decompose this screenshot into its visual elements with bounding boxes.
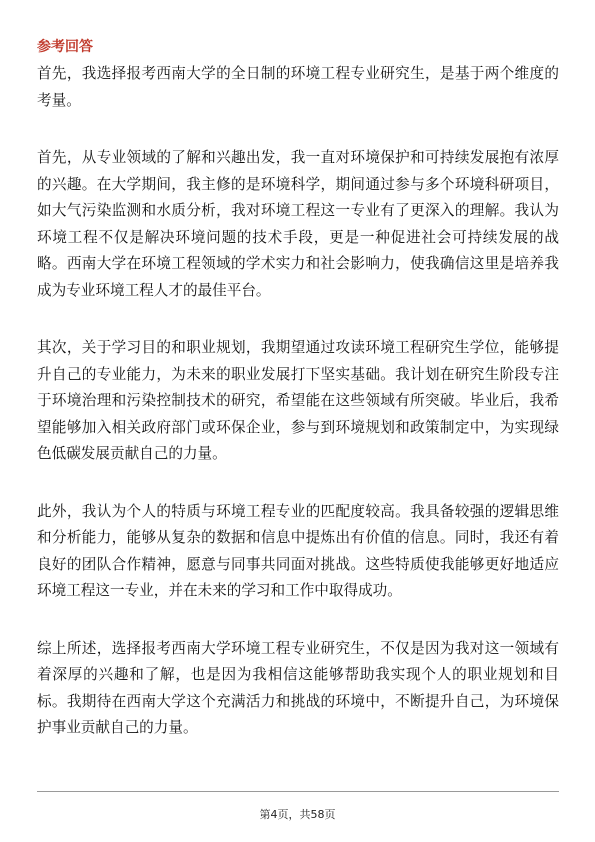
- paragraph-interest: 首先，从专业领域的了解和兴趣出发，我一直对环境保护和可持续发展抱有浓厚的兴趣。在大学期间，我主修的是环境科学，期间通过参与多个环境科研项目，如大气污染监测和水质分析，我对环境工程这一专业有了更深入的理解。我认为环境工程不仅是解决环境问题的技术手段，更是一种促进社会可持续发展的战略。西南大学在环境工程领域的学术实力和社会影响力，使我确信这里是培养我成为专业环境工程人才的最佳平台。: [37, 149, 559, 299]
- answer-body: [37, 61, 559, 742]
- paragraph-career: 其次，关于学习目的和职业规划，我期望通过攻读环境工程研究生学位，能够提升自己的专业能力，为未来的职业发展打下坚实基础。我计划在研究生阶段专注于环境治理和污染控制技术的研究，希望能在这些领域有所突破。毕业后，我希望能够加入相关政府部门或环保企业，参与到环境规划和政策制定中，为实现绿色低碳发展贡献自己的力量。: [37, 339, 559, 462]
- footer-divider: [37, 791, 559, 792]
- answer-heading: 参考回答: [37, 39, 93, 55]
- paragraph-traits: 此外，我认为个人的特质与环境工程专业的匹配度较高。我具备较强的逻辑思维和分析能力，能够从复杂的数据和信息中提炼出有价值的信息。同时，我还有着良好的团队合作精神，愿意与同事共同面对挑战。这些特质使我能够更好地适应环境工程这一专业，并在未来的学习和工作中取得成功。: [37, 502, 559, 599]
- paragraph-conclusion: 综上所述，选择报考西南大学环境工程专业研究生，不仅是因为我对这一领域有着深厚的兴趣和了解，也是因为我相信这能够帮助我实现个人的职业规划和目标。我期待在西南大学这个充满活力和挑战的环境中，不断提升自己，为环境保护事业贡献自己的力量。: [37, 639, 559, 736]
- paragraph-intro: 首先，我选择报考西南大学的全日制的环境工程专业研究生，是基于两个维度的考量。: [37, 65, 559, 109]
- page-number: 第4页，共58页: [259, 808, 336, 821]
